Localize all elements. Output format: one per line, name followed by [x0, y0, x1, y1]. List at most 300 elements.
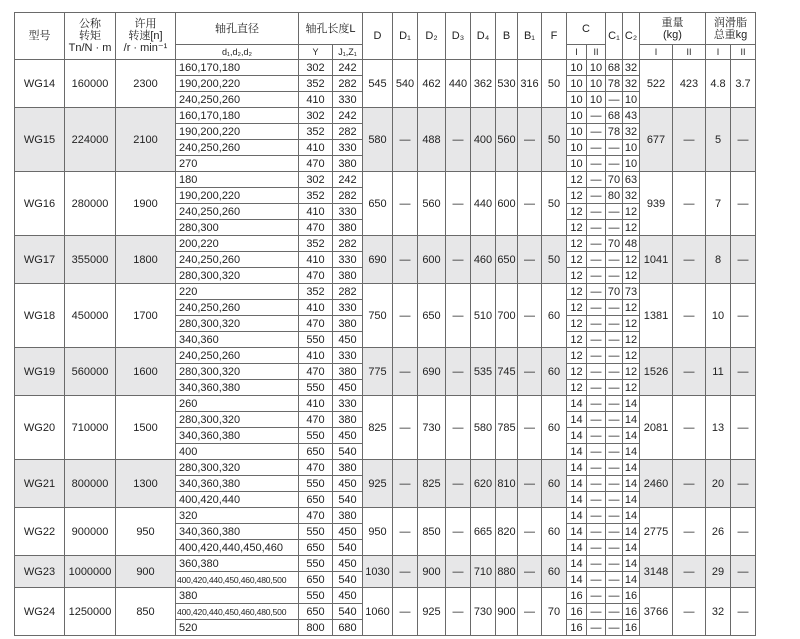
- dim-D-cell: 1030: [363, 556, 393, 588]
- dim-D2-cell: 690: [418, 348, 446, 396]
- C1-cell: —: [606, 476, 623, 492]
- length-Y-cell: 650: [299, 540, 333, 556]
- weight-I-cell: 1041: [640, 236, 673, 284]
- grease-II-cell: —: [731, 284, 756, 348]
- bore-cell: 400,420,440: [176, 492, 299, 508]
- weight-II-cell: —: [673, 588, 706, 636]
- dim-B1-cell: —: [518, 556, 542, 588]
- table-row: [15, 460, 756, 476]
- C-II-cell: —: [587, 172, 606, 188]
- length-Y-cell: 650: [299, 604, 333, 620]
- bore-cell: 160,170,180: [176, 60, 299, 76]
- model-cell: WG15: [15, 108, 65, 172]
- weight-II-cell: —: [673, 508, 706, 556]
- dim-D2-cell: 825: [418, 460, 446, 508]
- dim-D2-cell: 900: [418, 556, 446, 588]
- bore-cell: 340,360,380: [176, 380, 299, 396]
- C-I-cell: 12: [567, 284, 587, 300]
- bore-cell: 400: [176, 444, 299, 460]
- bore-cell: 280,300,320: [176, 316, 299, 332]
- spec-table-body: [15, 60, 756, 636]
- dim-D4-cell: 665: [471, 508, 496, 556]
- dim-F-cell: 50: [542, 172, 567, 236]
- bore-cell: 220: [176, 284, 299, 300]
- length-J-cell: 450: [333, 380, 363, 396]
- C-I-cell: 12: [567, 252, 587, 268]
- weight-I-cell: 2460: [640, 460, 673, 508]
- weight-I-cell: 939: [640, 172, 673, 236]
- dim-B-cell: 785: [496, 396, 518, 460]
- header-grease-line2: 总重kg: [713, 28, 748, 41]
- dim-B1-cell: 316: [518, 60, 542, 108]
- weight-I-cell: 1381: [640, 284, 673, 348]
- C2-cell: 12: [623, 332, 640, 348]
- dim-F-cell: 50: [542, 60, 567, 108]
- table-row: [15, 236, 756, 252]
- C1-cell: —: [606, 460, 623, 476]
- C1-cell: —: [606, 140, 623, 156]
- length-Y-cell: 650: [299, 444, 333, 460]
- bore-cell: 190,200,220: [176, 124, 299, 140]
- header-torque-line3: Tn/N · m: [68, 42, 112, 54]
- model-cell: WG23: [15, 556, 65, 588]
- C-II-cell: —: [587, 412, 606, 428]
- dim-F-cell: 50: [542, 108, 567, 172]
- C1-cell: 68: [606, 60, 623, 76]
- C-II-cell: —: [587, 252, 606, 268]
- C-II-cell: —: [587, 524, 606, 540]
- bore-cell: 400,420,440,450,460: [176, 540, 299, 556]
- table-row: [15, 348, 756, 364]
- header-torque: [65, 13, 116, 60]
- length-Y-cell: 352: [299, 188, 333, 204]
- grease-I-cell: 4.8: [706, 60, 731, 108]
- length-J-cell: 242: [333, 60, 363, 76]
- C2-cell: 10: [623, 92, 640, 108]
- C-II-cell: —: [587, 124, 606, 140]
- grease-I-cell: 7: [706, 172, 731, 236]
- dim-D3-cell: —: [446, 348, 471, 396]
- C-I-cell: 10: [567, 60, 587, 76]
- bore-cell: 340,360,380: [176, 428, 299, 444]
- C-I-cell: 10: [567, 92, 587, 108]
- dim-D-cell: 690: [363, 236, 393, 284]
- table-row: [15, 396, 756, 412]
- C-II-cell: —: [587, 316, 606, 332]
- header-weight-line2: (kg): [663, 28, 682, 41]
- table-row: [15, 172, 756, 188]
- speed-cell: 1600: [116, 348, 176, 396]
- dim-B1-cell: —: [518, 236, 542, 284]
- length-Y-cell: 470: [299, 460, 333, 476]
- dim-D-cell: 1060: [363, 588, 393, 636]
- dim-F-cell: 50: [542, 236, 567, 284]
- dim-B-cell: 820: [496, 508, 518, 556]
- model-cell: WG22: [15, 508, 65, 556]
- length-J-cell: 540: [333, 572, 363, 588]
- dim-F-cell: 60: [542, 460, 567, 508]
- bore-cell: 240,250,260: [176, 140, 299, 156]
- C2-cell: 12: [623, 268, 640, 284]
- bore-cell: 360,380: [176, 556, 299, 572]
- torque-cell: 224000: [65, 108, 116, 172]
- coupling-spec-table: [14, 12, 756, 636]
- grease-I-cell: 29: [706, 556, 731, 588]
- length-Y-cell: 302: [299, 60, 333, 76]
- weight-II-cell: —: [673, 284, 706, 348]
- C-II-cell: —: [587, 444, 606, 460]
- C2-cell: 14: [623, 428, 640, 444]
- model-cell: WG18: [15, 284, 65, 348]
- length-J-cell: 380: [333, 268, 363, 284]
- length-J-cell: 380: [333, 412, 363, 428]
- C-I-cell: 14: [567, 396, 587, 412]
- header-D: D: [363, 13, 393, 60]
- bore-cell: 280,300,320: [176, 268, 299, 284]
- C-I-cell: 10: [567, 140, 587, 156]
- torque-cell: 900000: [65, 508, 116, 556]
- dim-F-cell: 60: [542, 556, 567, 588]
- length-Y-cell: 650: [299, 572, 333, 588]
- dim-D4-cell: 510: [471, 284, 496, 348]
- length-Y-cell: 352: [299, 236, 333, 252]
- dim-D-cell: 950: [363, 508, 393, 556]
- dim-D3-cell: —: [446, 556, 471, 588]
- C-II-cell: —: [587, 604, 606, 620]
- C2-cell: 14: [623, 572, 640, 588]
- C2-cell: 32: [623, 124, 640, 140]
- header-C-II: II: [587, 45, 606, 60]
- table-row: [15, 284, 756, 300]
- length-Y-cell: 410: [299, 348, 333, 364]
- header-D1: D₁: [393, 13, 418, 60]
- dim-D3-cell: —: [446, 508, 471, 556]
- length-J-cell: 282: [333, 124, 363, 140]
- bore-cell: 400,420,440,450,460,480,500: [176, 572, 299, 588]
- C-I-cell: 16: [567, 620, 587, 636]
- bore-cell: 280,300: [176, 220, 299, 236]
- dim-F-cell: 60: [542, 396, 567, 460]
- dim-D-cell: 650: [363, 172, 393, 236]
- C1-cell: —: [606, 524, 623, 540]
- table-row: [15, 508, 756, 524]
- C2-cell: 14: [623, 444, 640, 460]
- C2-cell: 48: [623, 236, 640, 252]
- dim-B-cell: 650: [496, 236, 518, 284]
- C1-cell: —: [606, 604, 623, 620]
- C1-cell: —: [606, 412, 623, 428]
- C1-cell: —: [606, 556, 623, 572]
- grease-II-cell: —: [731, 508, 756, 556]
- length-J-cell: 450: [333, 524, 363, 540]
- C2-cell: 14: [623, 476, 640, 492]
- C1-cell: —: [606, 540, 623, 556]
- C1-cell: —: [606, 220, 623, 236]
- C-II-cell: —: [587, 156, 606, 172]
- C1-cell: —: [606, 316, 623, 332]
- dim-F-cell: 70: [542, 588, 567, 636]
- C2-cell: 32: [623, 188, 640, 204]
- C-I-cell: 10: [567, 124, 587, 140]
- table-row: [15, 60, 756, 76]
- length-Y-cell: 550: [299, 332, 333, 348]
- C2-cell: 12: [623, 300, 640, 316]
- length-Y-cell: 410: [299, 140, 333, 156]
- C-I-cell: 12: [567, 348, 587, 364]
- dim-D1-cell: —: [393, 508, 418, 556]
- length-J-cell: 242: [333, 172, 363, 188]
- length-J-cell: 282: [333, 188, 363, 204]
- torque-cell: 710000: [65, 396, 116, 460]
- speed-cell: 2300: [116, 60, 176, 108]
- dim-D3-cell: —: [446, 172, 471, 236]
- C2-cell: 12: [623, 316, 640, 332]
- grease-II-cell: —: [731, 396, 756, 460]
- dim-D2-cell: 925: [418, 588, 446, 636]
- C2-cell: 12: [623, 220, 640, 236]
- C1-cell: —: [606, 156, 623, 172]
- bore-cell: 240,250,260: [176, 92, 299, 108]
- dim-D-cell: 750: [363, 284, 393, 348]
- model-cell: WG17: [15, 236, 65, 284]
- header-D2: D₂: [418, 13, 446, 60]
- dim-B-cell: 700: [496, 284, 518, 348]
- C-I-cell: 12: [567, 380, 587, 396]
- C1-cell: —: [606, 252, 623, 268]
- bore-cell: 280,300,320: [176, 412, 299, 428]
- C-I-cell: 14: [567, 492, 587, 508]
- C1-cell: —: [606, 444, 623, 460]
- length-J-cell: 282: [333, 284, 363, 300]
- torque-cell: 1250000: [65, 588, 116, 636]
- C-II-cell: —: [587, 428, 606, 444]
- C1-cell: —: [606, 508, 623, 524]
- dim-D1-cell: —: [393, 556, 418, 588]
- header-speed: [116, 13, 176, 60]
- grease-I-cell: 8: [706, 236, 731, 284]
- length-J-cell: 282: [333, 76, 363, 92]
- C1-cell: —: [606, 492, 623, 508]
- dim-D1-cell: —: [393, 284, 418, 348]
- C2-cell: 10: [623, 140, 640, 156]
- dim-B1-cell: —: [518, 172, 542, 236]
- header-B1: B₁: [518, 13, 542, 60]
- length-J-cell: 380: [333, 364, 363, 380]
- grease-II-cell: —: [731, 236, 756, 284]
- length-Y-cell: 410: [299, 204, 333, 220]
- C-II-cell: —: [587, 492, 606, 508]
- bore-cell: 180: [176, 172, 299, 188]
- dim-B1-cell: —: [518, 284, 542, 348]
- C2-cell: 16: [623, 620, 640, 636]
- dim-B-cell: 810: [496, 460, 518, 508]
- C-II-cell: —: [587, 364, 606, 380]
- weight-I-cell: 2081: [640, 396, 673, 460]
- C-I-cell: 12: [567, 188, 587, 204]
- length-Y-cell: 470: [299, 316, 333, 332]
- C-I-cell: 10: [567, 76, 587, 92]
- C1-cell: —: [606, 348, 623, 364]
- C2-cell: 16: [623, 604, 640, 620]
- C2-cell: 12: [623, 380, 640, 396]
- grease-I-cell: 13: [706, 396, 731, 460]
- grease-II-cell: —: [731, 588, 756, 636]
- C1-cell: —: [606, 396, 623, 412]
- C-I-cell: 14: [567, 476, 587, 492]
- C1-cell: 70: [606, 236, 623, 252]
- length-Y-cell: 550: [299, 556, 333, 572]
- dim-B1-cell: —: [518, 508, 542, 556]
- length-Y-cell: 470: [299, 220, 333, 236]
- model-cell: WG24: [15, 588, 65, 636]
- bore-cell: 400,420,440,450,460,480,500: [176, 604, 299, 620]
- C1-cell: —: [606, 204, 623, 220]
- C-I-cell: 12: [567, 268, 587, 284]
- C-I-cell: 14: [567, 460, 587, 476]
- dim-D4-cell: 580: [471, 396, 496, 460]
- dim-B-cell: 600: [496, 172, 518, 236]
- length-J-cell: 330: [333, 92, 363, 108]
- dim-D3-cell: —: [446, 588, 471, 636]
- dim-D1-cell: —: [393, 108, 418, 172]
- C-II-cell: —: [587, 508, 606, 524]
- length-Y-cell: 650: [299, 492, 333, 508]
- C2-cell: 43: [623, 108, 640, 124]
- bore-cell: 520: [176, 620, 299, 636]
- C-II-cell: 10: [587, 76, 606, 92]
- grease-I-cell: 5: [706, 108, 731, 172]
- header-grease: [706, 13, 756, 45]
- speed-cell: 1900: [116, 172, 176, 236]
- torque-cell: 160000: [65, 60, 116, 108]
- C-II-cell: —: [587, 284, 606, 300]
- length-J-cell: 330: [333, 396, 363, 412]
- dim-F-cell: 60: [542, 508, 567, 556]
- C2-cell: 14: [623, 412, 640, 428]
- header-bore-diameter: 轴孔直径: [176, 13, 299, 45]
- C1-cell: 78: [606, 76, 623, 92]
- dim-B1-cell: —: [518, 460, 542, 508]
- C1-cell: 78: [606, 124, 623, 140]
- weight-II-cell: —: [673, 236, 706, 284]
- speed-cell: 950: [116, 508, 176, 556]
- dim-D3-cell: 440: [446, 60, 471, 108]
- speed-cell: 900: [116, 556, 176, 588]
- torque-cell: 450000: [65, 284, 116, 348]
- bore-cell: 200,220: [176, 236, 299, 252]
- spec-table-wrapper: [14, 12, 756, 636]
- C-I-cell: 14: [567, 540, 587, 556]
- model-cell: WG14: [15, 60, 65, 108]
- torque-cell: 1000000: [65, 556, 116, 588]
- C-II-cell: 10: [587, 60, 606, 76]
- length-J-cell: 540: [333, 540, 363, 556]
- C2-cell: 14: [623, 556, 640, 572]
- length-J-cell: 330: [333, 140, 363, 156]
- C2-cell: 14: [623, 524, 640, 540]
- C1-cell: —: [606, 428, 623, 444]
- C1-cell: —: [606, 300, 623, 316]
- bore-cell: 240,250,260: [176, 204, 299, 220]
- C2-cell: 16: [623, 588, 640, 604]
- weight-II-cell: 423: [673, 60, 706, 108]
- header-model: 型号: [15, 13, 65, 60]
- dim-D1-cell: —: [393, 172, 418, 236]
- dim-D4-cell: 710: [471, 556, 496, 588]
- speed-cell: 1700: [116, 284, 176, 348]
- dim-D3-cell: —: [446, 236, 471, 284]
- bore-cell: 320: [176, 508, 299, 524]
- C2-cell: 14: [623, 396, 640, 412]
- header-speed-line1: 许用: [134, 18, 157, 30]
- grease-I-cell: 20: [706, 460, 731, 508]
- header-bore-sub: d₁,d₂,d₂: [176, 45, 299, 60]
- header-F: F: [542, 13, 567, 60]
- weight-II-cell: —: [673, 396, 706, 460]
- dim-D1-cell: —: [393, 396, 418, 460]
- C-I-cell: 14: [567, 508, 587, 524]
- length-J-cell: 380: [333, 220, 363, 236]
- C1-cell: 70: [606, 284, 623, 300]
- length-Y-cell: 410: [299, 300, 333, 316]
- length-Y-cell: 470: [299, 156, 333, 172]
- C-II-cell: —: [587, 140, 606, 156]
- length-Y-cell: 550: [299, 524, 333, 540]
- dim-D2-cell: 462: [418, 60, 446, 108]
- C-I-cell: 14: [567, 412, 587, 428]
- dim-D3-cell: —: [446, 460, 471, 508]
- length-J-cell: 380: [333, 508, 363, 524]
- length-J-cell: 680: [333, 620, 363, 636]
- bore-cell: 240,250,260: [176, 300, 299, 316]
- length-Y-cell: 302: [299, 172, 333, 188]
- C-I-cell: 12: [567, 220, 587, 236]
- dim-D2-cell: 850: [418, 508, 446, 556]
- C2-cell: 63: [623, 172, 640, 188]
- torque-cell: 355000: [65, 236, 116, 284]
- header-weight-line1: 重量: [661, 16, 684, 29]
- bore-cell: 260: [176, 396, 299, 412]
- model-cell: WG21: [15, 460, 65, 508]
- header-speed-line3: /r · min⁻¹: [123, 42, 168, 54]
- weight-II-cell: —: [673, 172, 706, 236]
- bore-cell: 240,250,260: [176, 348, 299, 364]
- length-J-cell: 330: [333, 348, 363, 364]
- length-J-cell: 450: [333, 332, 363, 348]
- bore-cell: 340,360,380: [176, 524, 299, 540]
- length-Y-cell: 550: [299, 380, 333, 396]
- length-Y-cell: 410: [299, 92, 333, 108]
- dim-F-cell: 60: [542, 284, 567, 348]
- header-weight: [640, 13, 706, 45]
- C-II-cell: —: [587, 220, 606, 236]
- C2-cell: 73: [623, 284, 640, 300]
- model-cell: WG16: [15, 172, 65, 236]
- weight-II-cell: —: [673, 460, 706, 508]
- header-length-Y: Y: [299, 45, 333, 60]
- C-I-cell: 14: [567, 524, 587, 540]
- table-row: [15, 108, 756, 124]
- length-J-cell: 450: [333, 556, 363, 572]
- speed-cell: 1300: [116, 460, 176, 508]
- C1-cell: —: [606, 92, 623, 108]
- header-weight-II: II: [673, 45, 706, 60]
- C-I-cell: 12: [567, 316, 587, 332]
- length-Y-cell: 470: [299, 268, 333, 284]
- C-II-cell: —: [587, 476, 606, 492]
- C-II-cell: —: [587, 588, 606, 604]
- header-C1: C₁: [606, 13, 623, 60]
